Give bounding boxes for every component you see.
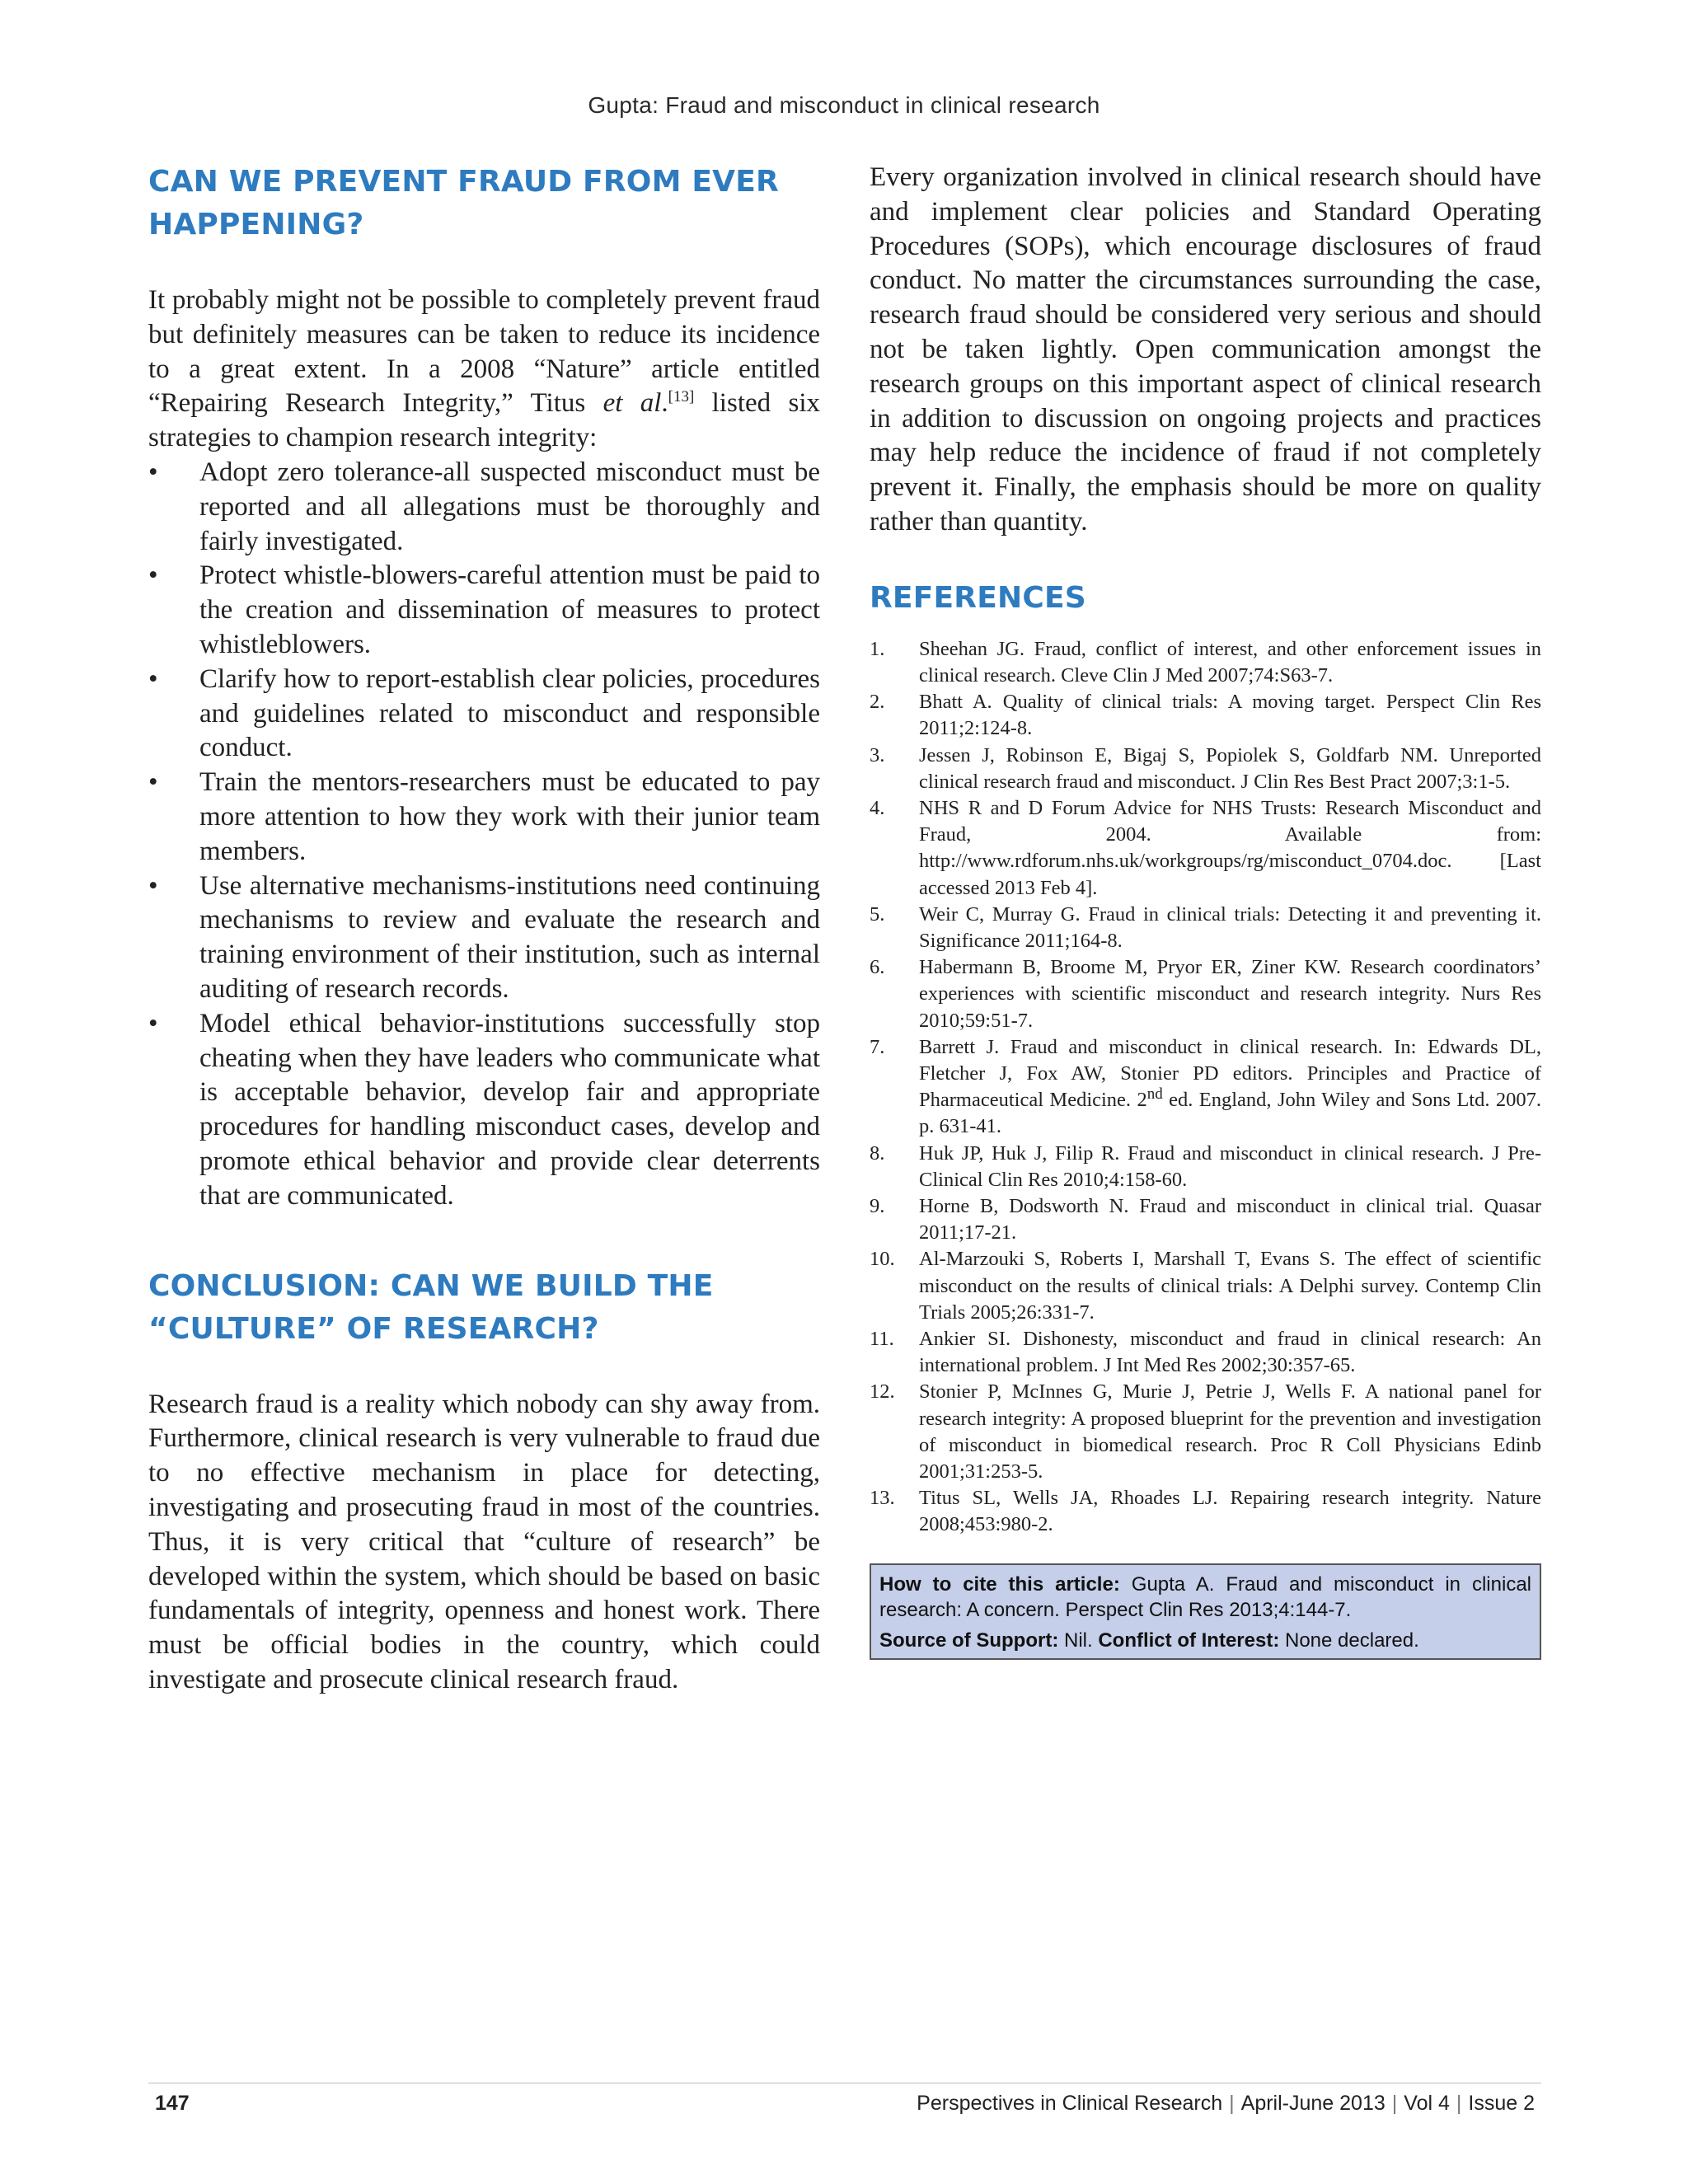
conclusion-paragraph-1: Research fraud is a reality which nobody can shy away from. Furthermore, clinical research is very vulnerable to fraud due to no effective mechanism in place for detecting, investigating and prosecuting fraud in most of the countries. Thus, it is very critical that “culture of research” be developed within the system, which should be based on basic fundamentals of integrity, openness and honest work. There must be official bodies in the country, which could investigate and prosecute clinical research fraud. <box>148 1389 820 1694</box>
right-column <box>870 161 1541 1660</box>
strategy-list <box>148 456 820 1214</box>
list-item: • Protect whistle-blowers-careful attention must be paid to the creation and dissemination of measures to protect whistleblowers. <box>148 560 820 659</box>
reference-item: 7. Barrett J. Fraud and misconduct in clinical research. In: Edwards DL, Fletcher J, Fox AW, Stonier PD editors. Principles and Practice of Pharmaceutical Medicine. 2nd ed. England, John Wiley and Sons Ltd. 2007. p. 631-41. <box>870 1035 1541 1138</box>
section-heading-conclusion: CONCLUSION: CAN WE BUILD THE “CULTURE” OF RESEARCH? <box>148 1268 714 1346</box>
page-number: 147 <box>155 2092 190 2115</box>
reference-item: 1. Sheehan JG. Fraud, conflict of interest, and other enforcement issues in clinical research. Cleve Clin J Med 2007;74:S63-7. <box>870 637 1541 687</box>
bullet-icon: • <box>148 457 158 487</box>
reference-item: 2. Bhatt A. Quality of clinical trials: A moving target. Perspect Clin Res 2011;2:124-8. <box>870 691 1541 740</box>
list-item: • Train the mentors-researchers must be educated to pay more attention to how they work with their junior team members. <box>148 767 820 866</box>
bullet-icon: • <box>148 1008 158 1038</box>
reference-item: 9. Horne B, Dodsworth N. Fraud and misconduct in clinical trial. Quasar 2011;17-21. <box>870 1195 1541 1244</box>
list-item: • Clarify how to report-establish clear policies, procedures and guidelines related to misconduct and responsible conduct. <box>148 663 820 763</box>
reference-item: 3. Jessen J, Robinson E, Bigaj S, Popiolek S, Goldfarb NM. Unreported clinical research fraud and misconduct. J Clin Res Best Pract 2007;3:1-5. <box>870 743 1541 793</box>
reference-item: 13. Titus SL, Wells JA, Rhoades LJ. Repairing research integrity. Nature 2008;453:980-2. <box>870 1487 1541 1536</box>
citation-13[interactable]: [13] <box>668 388 695 406</box>
citation-box <box>870 1563 1541 1660</box>
reference-item: 11. Ankier SI. Dishonesty, misconduct and fraud in clinical research: An international problem. J Int Med Res 2002;30:357-65. <box>870 1328 1541 1377</box>
support-conflict: Source of Support: Nil. Conflict of Interest: None declared. <box>879 1629 1419 1652</box>
how-to-cite: How to cite this article: Gupta A. Fraud and misconduct in clinical research: A concern. Perspect Clin Res 2013;4:144-7. <box>879 1572 1531 1621</box>
bullet-icon: • <box>148 767 158 798</box>
references-list <box>870 636 1541 1539</box>
list-item: • Adopt zero tolerance-all suspected misconduct must be reported and all allegations must be thoroughly and fairly investigated. <box>148 457 820 556</box>
list-item: • Model ethical behavior-institutions successfully stop cheating when they have leaders who communicate what is acceptable behavior, develop fair and appropriate procedures for handling misconduct cases, develop and promote ethical behavior and provide clear deterrents that are communicated. <box>148 1008 820 1211</box>
left-column <box>148 161 820 1698</box>
bullet-icon: • <box>148 560 158 591</box>
bullet-icon: • <box>148 870 158 901</box>
reference-item: 6. Habermann B, Broome M, Pryor ER, Ziner KW. Research coordinators’ experiences with scientific misconduct and research integrity. Nurs Res 2010;59:51-7. <box>870 956 1541 1032</box>
bullet-icon: • <box>148 663 158 694</box>
intro-paragraph: It probably might not be possible to completely prevent fraud but definitely measures can be taken to reduce its incidence to a great extent. In a 2008 “Nature” article entitled “Repairing Research Integrity,” Titus et al.[13] listed six strategies to champion research integrity: <box>148 285 820 453</box>
running-head: Gupta: Fraud and misconduct in clinical research <box>588 92 1100 118</box>
issue: Issue 2 <box>1468 2092 1535 2115</box>
references-heading: REFERENCES <box>870 580 1086 615</box>
reference-item: 12. Stonier P, McInnes G, Murie J, Petrie J, Wells F. A national panel for research integrity: A proposed blueprint for the prevention and investigation of misconduct in biomedical research. Proc R Coll Physicians Edinb 2001;31:253-5. <box>870 1380 1541 1483</box>
reference-item: 5. Weir C, Murray G. Fraud in clinical trials: Detecting it and preventing it. Significance 2011;164-8. <box>870 902 1541 952</box>
reference-item: 4. NHS R and D Forum Advice for NHS Trusts: Research Misconduct and Fraud, 2004. Available from: http://www.rdforum.nhs.uk/workgroups/rg/misconduct_0704.doc. [Last accessed 2013 Feb 4]. <box>870 796 1541 899</box>
conclusion-paragraph-2: Every organization involved in clinical research should have and implement clear policies and Standard Operating Procedures (SOPs), which encourage disclosures of fraud conduct. No matter the circumstances surrounding the case, research fraud should be considered very serious and should not be taken lightly. Open communication amongst the research groups on this important aspect of clinical research in addition to discussion on ongoing projects and practices may help reduce the incidence of fraud if not completely prevent it. Finally, the emphasis should be more on quality rather than quantity. <box>870 162 1541 537</box>
reference-item: 8. Huk JP, Huk J, Filip R. Fraud and misconduct in clinical research. J Pre-Clinical Clin Res 2010;4:158-60. <box>870 1141 1541 1191</box>
volume: Vol 4 <box>1404 2092 1450 2115</box>
list-item: • Use alternative mechanisms-institutions need continuing mechanisms to review and evaluate the research and training environment of their institution, such as internal auditing of research records. <box>148 870 820 1004</box>
section-heading-prevent-fraud: CAN WE PREVENT FRAUD FROM EVER HAPPENING? <box>148 165 779 241</box>
journal-info: Perspectives in Clinical Research | April-June 2013 | Vol 4 | Issue 2 <box>917 2092 1535 2115</box>
journal-title: Perspectives in Clinical Research <box>917 2092 1223 2115</box>
issue-date: April-June 2013 <box>1240 2092 1386 2115</box>
reference-item: 10. Al-Marzouki S, Roberts I, Marshall T, Evans S. The effect of scientific misconduct on the results of clinical trials: A Delphi survey. Contemp Clin Trials 2005;26:331-7. <box>870 1248 1541 1324</box>
et-al-italic: et al <box>603 388 662 419</box>
